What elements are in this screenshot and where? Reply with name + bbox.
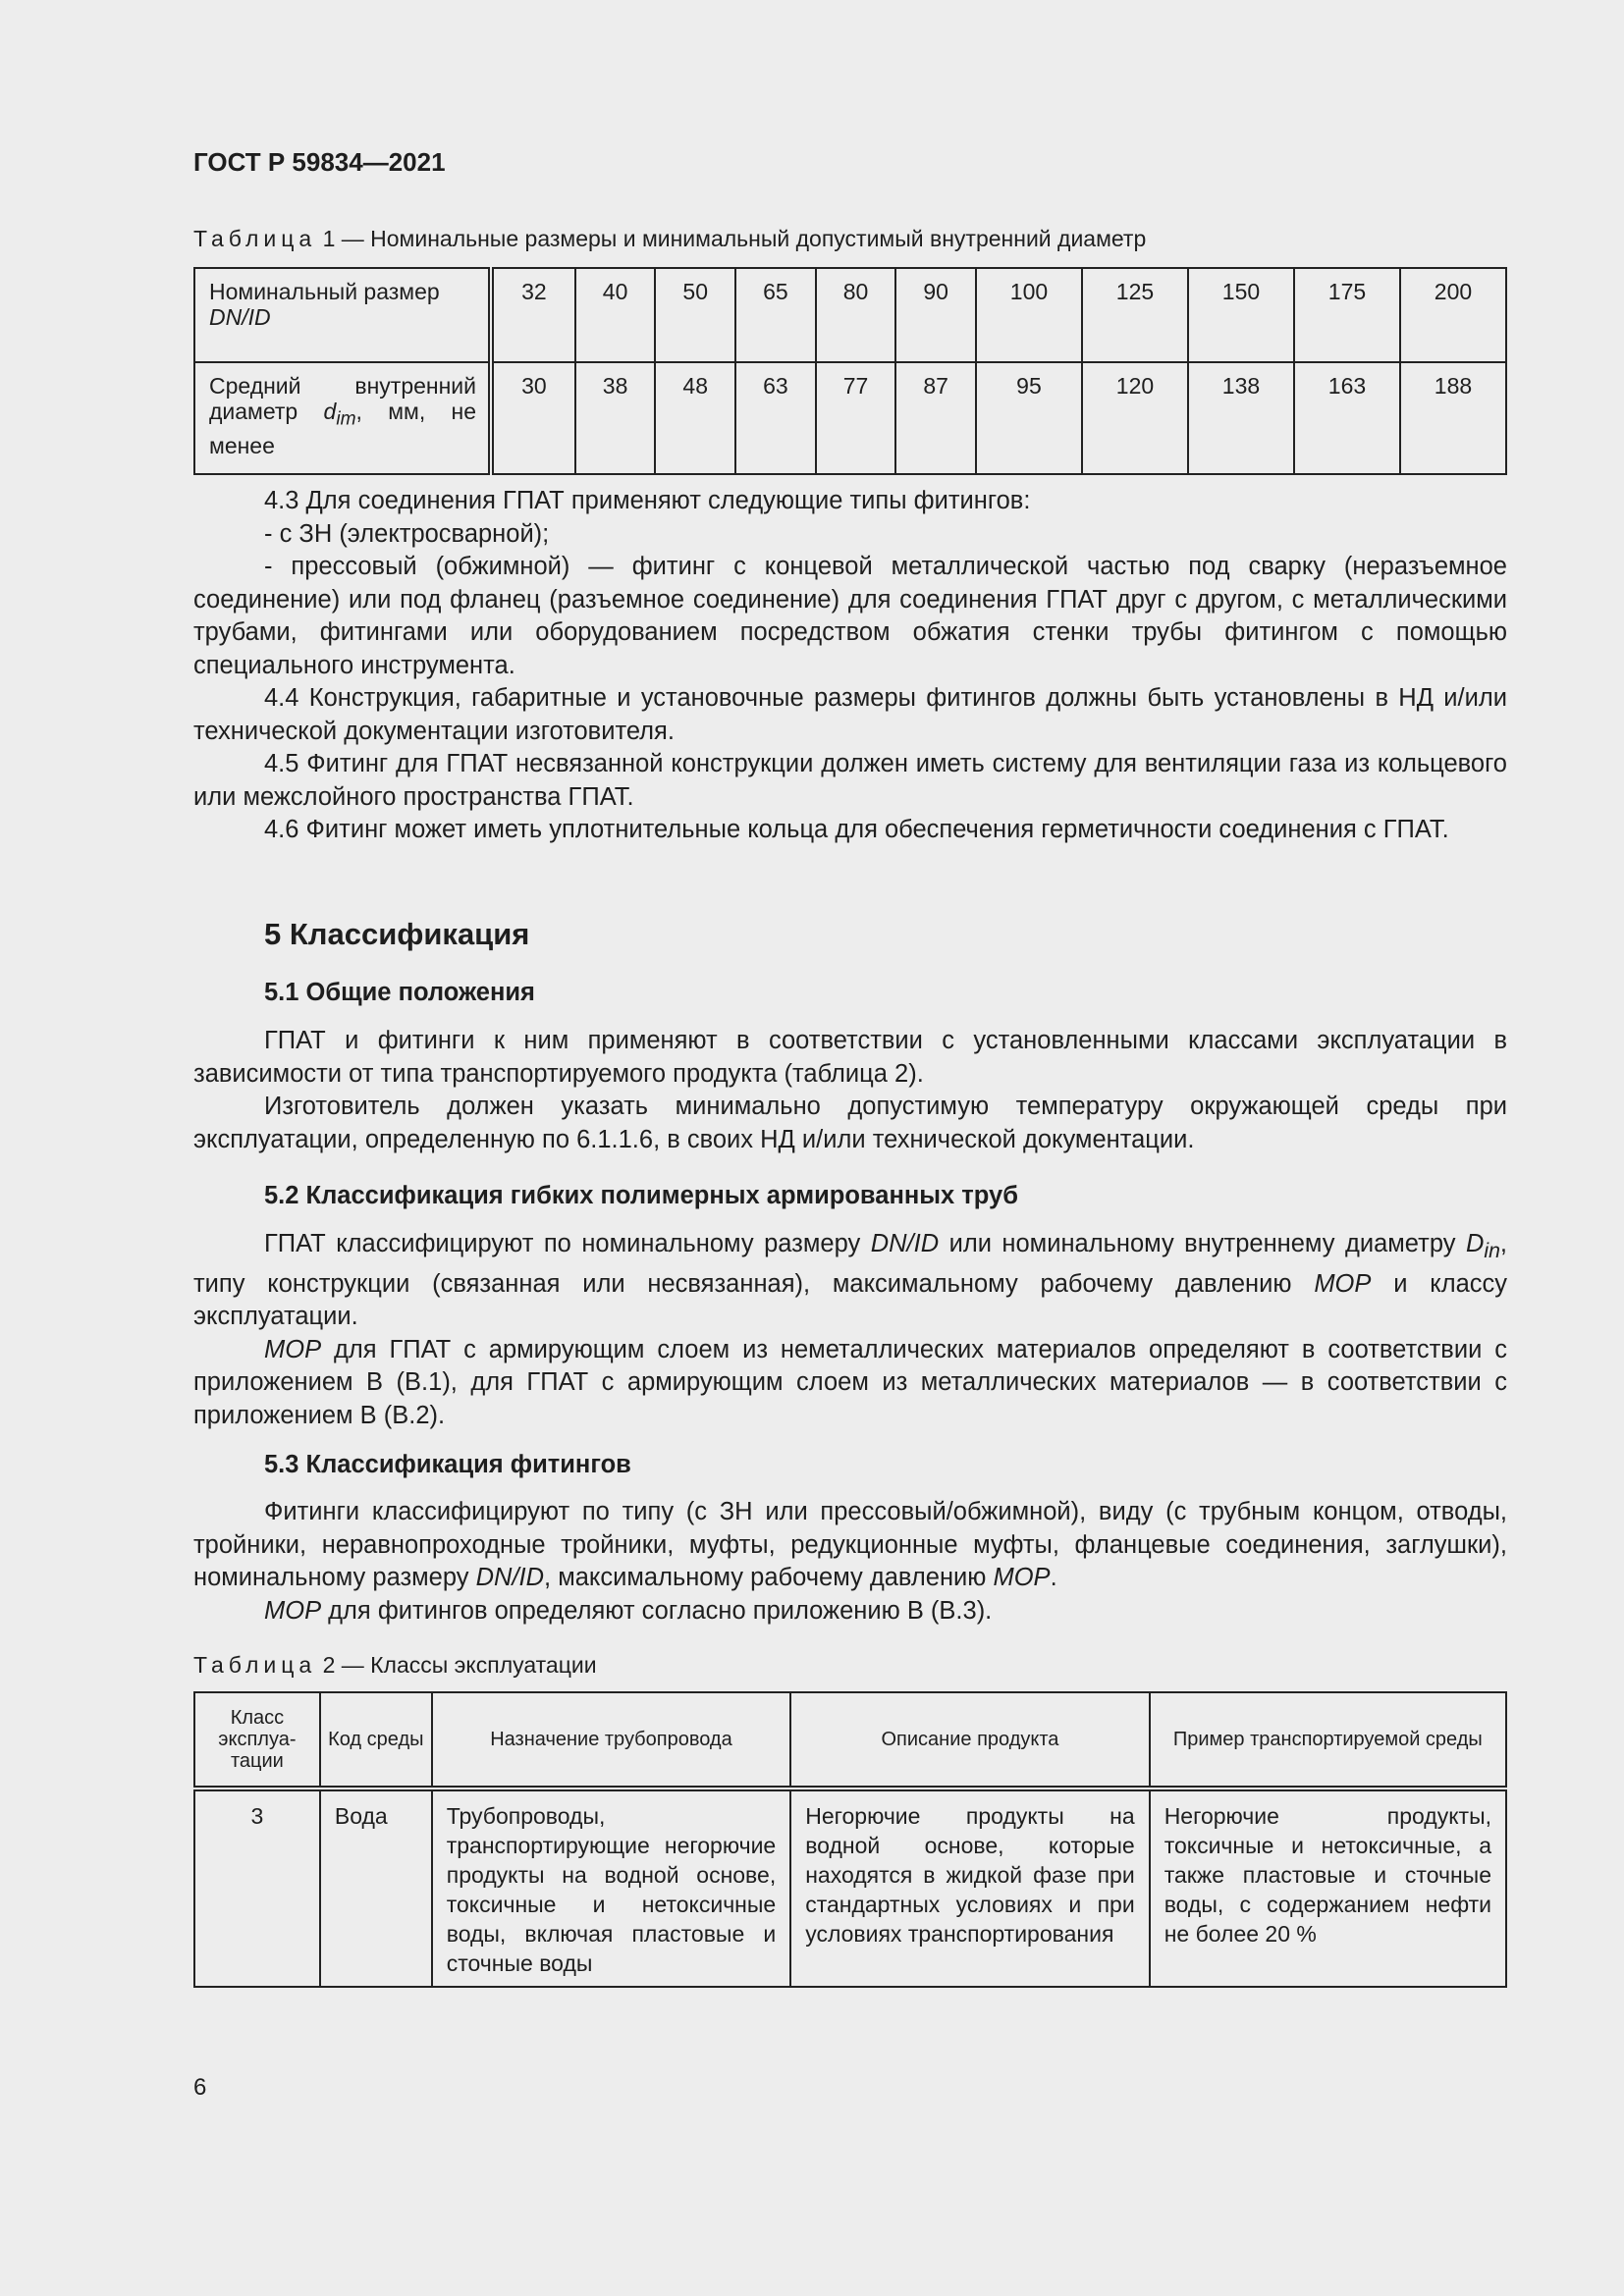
text-run: или номинальному внутреннему диаметру: [939, 1230, 1466, 1257]
symbol-d: D: [1465, 1230, 1485, 1257]
symbol-mop: MOP: [1314, 1269, 1372, 1298]
table1-row-inner-label: [194, 362, 491, 474]
symbol-dn-id: DN/ID: [870, 1230, 940, 1257]
section5-1-text: [193, 1025, 1507, 1156]
table2-caption: [193, 1652, 597, 1679]
paragraph-4-3: 4.3 Для соединения ГПАТ применяют следующие типы фитингов:: [264, 487, 1031, 514]
table1-cell: 138: [1188, 362, 1294, 474]
table1-cell: 188: [1400, 362, 1506, 474]
table1-cell: 40: [575, 268, 656, 362]
table2-header-code: Код среды: [320, 1692, 432, 1789]
table1-caption-prefix: Таблица: [193, 226, 317, 251]
table1-cell: 200: [1400, 268, 1506, 362]
paragraph-4-5: 4.5 Фитинг для ГПАТ несвязанной конструкции должен иметь систему для вентиляции газа из кольцевого или межслойного пространства ГПАТ.: [193, 750, 1507, 811]
text-run: и классу эксплуатации.: [193, 1269, 1507, 1331]
text-run: , максимальному рабочему давлению: [544, 1564, 994, 1591]
table1-cell: 125: [1082, 268, 1188, 362]
section5-2-text: [193, 1228, 1507, 1432]
paragraph-4-4: 4.4 Конструкция, габаритные и установочные размеры фитингов должны быть установлены в НД и/или технической документации изготовителя.: [193, 684, 1507, 745]
table1-cell: 48: [655, 362, 735, 474]
paragraph-5-3-1: [193, 1496, 1507, 1595]
paragraph-5-2-1: [193, 1228, 1507, 1334]
table1-cell: 163: [1294, 362, 1400, 474]
table1-cell: 120: [1082, 362, 1188, 474]
section5-3-text: [193, 1496, 1507, 1628]
page-number: 6: [193, 2074, 207, 2101]
table2-cell-code: Вода: [320, 1789, 432, 1987]
section5-2-title: 5.2 Классификация гибких полимерных армированных труб: [264, 1182, 1018, 1209]
table2-header-row: [194, 1692, 1506, 1789]
table1-caption-text: 1 — Номинальные размеры и минимальный допустимый внутренний диаметр: [322, 226, 1147, 251]
table1-cell: 95: [976, 362, 1082, 474]
table1-row-nominal: [194, 268, 1506, 362]
table1-nominal-sizes: [193, 267, 1507, 475]
section4-text: [193, 485, 1507, 847]
section5-1-title: 5.1 Общие положения: [264, 979, 535, 1006]
text-run: ГПАТ классифицируют по номинальному размеру: [264, 1230, 871, 1257]
paragraph-5-3-2: [193, 1595, 1507, 1629]
table2-cell-description: Негорючие продукты на водной основе, которые находятся в жидкой фазе при стандартных условиях и при условиях транспортирования: [790, 1789, 1149, 1987]
table2-operation-classes: [193, 1691, 1507, 1988]
table2-header-example: Пример транспортируемой среды: [1150, 1692, 1506, 1789]
paragraph-4-3-item1: - с ЗН (электросварной);: [264, 519, 550, 548]
row2-label-unit: , мм, не менее: [209, 399, 476, 458]
row1-label-symbol: DN/ID: [209, 304, 271, 330]
table2-cell-purpose: Трубопроводы, транспортирующие негорючие продукты на водной основе, токсичные и нетоксичные воды, включая пластовые и сточные воды: [432, 1789, 790, 1987]
table1-cell: 87: [895, 362, 976, 474]
paragraph-5-1-1: ГПАТ и фитинги к ним применяют в соответствии с установленными классами эксплуатации в зависимости от типа транспортируемого продукта (таблица 2).: [193, 1027, 1507, 1088]
paragraph-5-1-2: Изготовитель должен указать минимально допустимую температуру окружающей среды при эксплуатации, определенную по 6.1.1.6, в своих НД и/или технической документации.: [193, 1093, 1507, 1153]
text-run: , типу конструкции (связанная или несвязанная), максимальному рабочему давлению: [193, 1230, 1507, 1298]
text-run: .: [1050, 1564, 1057, 1591]
document-header: ГОСТ Р 59834—2021: [193, 147, 446, 177]
table1-cell: 65: [735, 268, 816, 362]
table-row: [194, 1789, 1506, 1987]
table1-row-inner-diameter: [194, 362, 1506, 474]
row1-label-text: Номинальный размер: [209, 279, 440, 304]
table2-header-purpose: Назначение трубопровода: [432, 1692, 790, 1789]
table1-cell: 77: [816, 362, 896, 474]
row2-label-subscript: im: [336, 408, 356, 430]
text-run: Фитинги классифицируют по типу (с ЗН или прессовый/обжимной), виду (с трубным концом, отводы, тройники, неравнопроходные тройники, муфты, редукционные муфты, фланцевые соединения, заглушки), номинальному размеру: [193, 1498, 1507, 1591]
table2-cell-example: Негорючие продукты, токсичные и нетоксичные, а также пластовые и сточные воды, с содержанием нефти не более 20 %: [1150, 1789, 1506, 1987]
text-run: для ГПАТ с армирующим слоем из неметаллических материалов определяют в соответствии с приложением В (В.1), для ГПАТ с армирующим слоем из металлических материалов — в соответствии с приложением В (В.2).: [193, 1335, 1507, 1429]
table1-cell: 150: [1188, 268, 1294, 362]
section5-3-title: 5.3 Классификация фитингов: [264, 1451, 631, 1478]
symbol-dn-id: DN/ID: [475, 1564, 545, 1591]
symbol-d-subscript: in: [1484, 1239, 1500, 1263]
table1-cell: 50: [655, 268, 735, 362]
table1-cell: 100: [976, 268, 1082, 362]
table1-cell: 90: [895, 268, 976, 362]
symbol-mop: MOP: [264, 1596, 322, 1625]
symbol-mop: MOP: [993, 1564, 1051, 1591]
text-run: для фитингов определяют согласно приложению В (В.3).: [321, 1596, 993, 1625]
table2-caption-prefix: Таблица: [193, 1652, 317, 1678]
symbol-mop: MOP: [264, 1335, 322, 1363]
table1-cell: 63: [735, 362, 816, 474]
paragraph-5-2-2: [193, 1334, 1507, 1433]
table1-cell: 32: [491, 268, 575, 362]
table2-caption-text: 2 — Классы эксплуатации: [322, 1652, 597, 1678]
table2-header-description: Описание продукта: [790, 1692, 1149, 1789]
table1-cell: 38: [575, 362, 656, 474]
table2-header-class: Класс эксплуа-тации: [194, 1692, 320, 1789]
table1-cell: 80: [816, 268, 896, 362]
paragraph-4-3-item2: - прессовый (обжимной) — фитинг с концевой металлической частью под сварку (неразъемное соединение) или под фланец (разъемное соединение) для соединения ГПАТ друг с другом, с металлическими трубами, фитингами или оборудованием посредством обжатия стенки трубы фитингом с помощью специального инструмента.: [193, 553, 1507, 679]
table1-cell: 175: [1294, 268, 1400, 362]
row2-label-text: Средний внутренний диаметр: [209, 373, 476, 424]
table2-cell-class: 3: [194, 1789, 320, 1987]
table1-row-nominal-label: [194, 268, 491, 362]
section5-title: 5 Классификация: [264, 917, 530, 951]
table1-caption: [193, 226, 1146, 252]
paragraph-4-6: 4.6 Фитинг может иметь уплотнительные кольца для обеспечения герметичности соединения с ГПАТ.: [264, 816, 1449, 843]
row2-label-symbol: d: [323, 399, 337, 424]
table1-cell: 30: [491, 362, 575, 474]
